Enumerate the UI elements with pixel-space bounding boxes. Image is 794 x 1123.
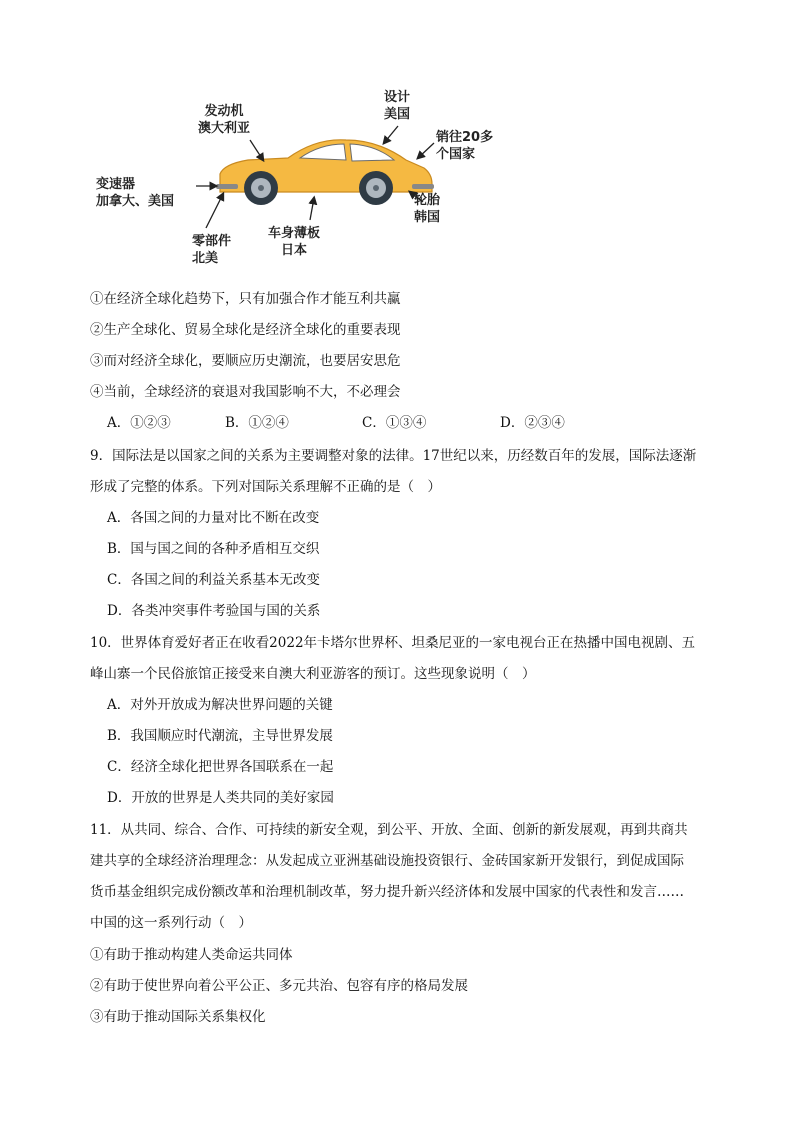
q8-statement-1: ①在经济全球化趋势下，只有加强合作才能互利共赢 <box>90 291 401 307</box>
q8-statement-3: ③而对经济全球化，要顺应历史潮流，也要居安思危 <box>90 353 401 369</box>
q9-stem-line2: 形成了完整的体系。下列对国际关系理解不正确的是（ ） <box>90 479 441 495</box>
front-wheel <box>244 171 278 205</box>
label-parts <box>192 233 231 267</box>
label-sales-line1: 销往20多 <box>436 130 494 145</box>
rear-bumper <box>412 184 434 189</box>
q10-option-b[interactable]: B．我国顺应时代潮流，主导世界发展 <box>107 728 333 744</box>
q11-stem-line4: 中国的这一系列行动（ ） <box>90 915 252 931</box>
q8-option-d[interactable]: D．②③④ <box>500 415 565 431</box>
q9-stem <box>90 446 710 497</box>
q8-options <box>107 413 565 433</box>
label-sales <box>436 129 493 163</box>
q10-stem-line2: 峰山寨一个民俗旅馆正接受来自澳大利亚游客的预订。这些现象说明（ ） <box>90 666 536 682</box>
q11-statement-1: ①有助于推动构建人类命运共同体 <box>90 947 293 963</box>
label-gearbox <box>96 176 174 210</box>
q11-statement-3: ③有助于推动国际关系集权化 <box>90 1009 266 1025</box>
q11-stem-line1: 11．从共同、综合、合作、可持续的新安全观，到公平、开放、全面、创新的新发展观，再到共商共 <box>90 822 688 838</box>
label-design-country: 美国 <box>384 107 411 122</box>
label-gearbox-part: 变速器 <box>96 177 136 192</box>
supply-chain-figure <box>88 88 518 268</box>
label-engine-country: 澳大利亚 <box>198 121 251 136</box>
q8-statement-2: ②生产全球化、贸易全球化是经济全球化的重要表现 <box>90 322 401 338</box>
label-parts-part: 零部件 <box>192 234 232 249</box>
label-tires-country: 韩国 <box>414 210 441 225</box>
q10-option-c[interactable]: C．经济全球化把世界各国联系在一起 <box>107 759 334 775</box>
q11-stem-line3: 货币基金组织完成份额改革和治理机制改革，努力提升新兴经济体和发展中国家的代表性和发言…… <box>90 884 684 900</box>
label-body-country: 日本 <box>281 243 308 258</box>
label-tires-part: 轮胎 <box>414 193 441 208</box>
q8-statement-4: ④当前，全球经济的衰退对我国影响不大，不必理会 <box>90 384 401 400</box>
q8-option-a[interactable]: A．①②③ <box>107 415 171 431</box>
q9-stem-line1: 9．国际法是以国家之间的关系为主要调整对象的法律。17世纪以来，历经数百年的发展，国际法逐渐 <box>90 448 697 464</box>
label-design <box>384 89 410 123</box>
q11-stem <box>90 820 710 933</box>
label-sales-line2: 个国家 <box>436 147 476 162</box>
q10-option-a[interactable]: A．对外开放成为解决世界问题的关键 <box>107 697 333 713</box>
label-engine <box>198 103 250 137</box>
q11-statement-2: ②有助于使世界向着公平公正、多元共治、包容有序的格局发展 <box>90 978 468 994</box>
label-engine-part: 发动机 <box>204 104 244 119</box>
q9-option-d[interactable]: D．各类冲突事件考验国与国的关系 <box>107 603 321 619</box>
label-tires <box>414 192 440 226</box>
q9-option-c[interactable]: C．各国之间的利益关系基本无改变 <box>107 572 320 588</box>
q10-stem <box>90 633 710 684</box>
q10-option-d[interactable]: D．开放的世界是人类共同的美好家园 <box>107 790 334 806</box>
q9-option-a[interactable]: A．各国之间的力量对比不断在改变 <box>107 510 320 526</box>
label-design-part: 设计 <box>384 90 411 105</box>
label-parts-country: 北美 <box>192 251 219 266</box>
q10-stem-line1: 10．世界体育爱好者正在收看2022年卡塔尔世界杯、坦桑尼亚的一家电视台正在热播中国电视剧、五 <box>90 635 696 651</box>
q8-option-b[interactable]: B．①②④ <box>225 415 289 431</box>
label-body-part: 车身薄板 <box>268 226 321 241</box>
q11-stem-line2: 建共享的全球经济治理理念：从发起成立亚洲基础设施投资银行、金砖国家新开发银行，到促成国际 <box>90 853 684 869</box>
label-body <box>268 225 320 259</box>
front-bumper <box>216 184 238 189</box>
label-gearbox-country: 加拿大、美国 <box>96 194 175 209</box>
q9-option-b[interactable]: B．国与国之间的各种矛盾相互交织 <box>107 541 320 557</box>
rear-wheel <box>359 171 393 205</box>
q8-option-c[interactable]: C．①③④ <box>362 415 427 431</box>
